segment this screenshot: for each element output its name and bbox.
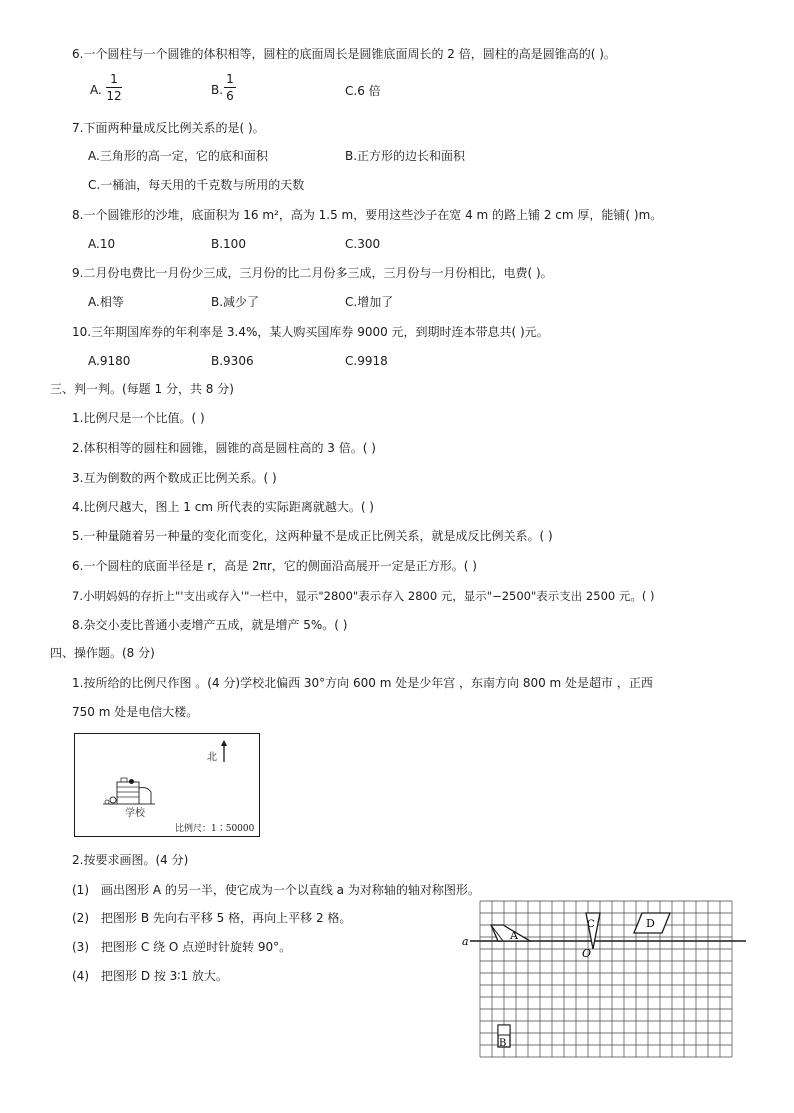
q8-option-a: A.10 — [88, 237, 116, 251]
judge-item-4: 4.比例尺越大，图上 1 cm 所代表的实际距离就越大。( ) — [72, 500, 374, 514]
q2-item-1-text: 画出图形 A 的另一半，使它成为一个以直线 a 为对称轴的轴对称图形。 — [101, 883, 480, 897]
map-scale-label: 比例尺：1∶50000 — [175, 824, 255, 834]
question-8: 8.一个圆锥形的沙堆，底面积为 16 m²，高为 1.5 m，要用这些沙子在宽 4 m 的路上铺 2 cm 厚，能铺( )m。 — [72, 208, 663, 222]
judge-item-2: 2.体积相等的圆柱和圆锥，圆锥的高是圆柱高的 3 倍。( ) — [72, 441, 376, 455]
shape-b-label: B — [499, 1038, 507, 1049]
question-9: 9.二月份电费比一月份少三成，三月份的比二月份多三成，三月份与一月份相比，电费( )。 — [72, 266, 553, 280]
shape-c-label: C — [587, 919, 595, 930]
judge-item-3: 3.互为倒数的两个数成正比例关系。( ) — [72, 471, 277, 485]
q8-option-c: C.300 — [345, 237, 381, 251]
judge-item-1: 1.比例尺是一个比值。( ) — [72, 411, 205, 425]
q2-item-2-text: 把图形 B 先向右平移 5 格，再向上平移 2 格。 — [101, 911, 352, 925]
question-10: 10.三年期国库券的年利率是 3.4%，某人购买国库券 9000 元，到期时连本带息共( )元。 — [72, 325, 549, 339]
q6-option-c: C.6 倍 — [345, 84, 381, 98]
q6-a-denominator: 12 — [106, 89, 122, 103]
judge-item-5: 5.一种量随着另一种量的变化而变化，这两种量不是成正比例关系，就是成反比例关系。( ) — [72, 529, 553, 543]
judge-item-8: 8.杂交小麦比普通小麦增产五成，就是增产 5%。( ) — [72, 618, 348, 632]
q2-item-1-num: (1) — [72, 883, 89, 897]
shape-d-label: D — [646, 917, 655, 930]
q8-option-b: B.100 — [211, 237, 246, 251]
north-label: 北 — [207, 752, 217, 763]
q9-option-a: A.相等 — [88, 295, 124, 309]
question-7: 7.下面两种量成反比例关系的是( )。 — [72, 121, 265, 135]
q6-option-b-fraction — [224, 72, 236, 103]
school-label: 学校 — [125, 808, 145, 819]
shape-a-label: A — [510, 929, 518, 942]
section-4-heading: 四、操作题。(8 分) — [50, 646, 155, 660]
judge-item-6: 6.一个圆柱的底面半径是 r，高是 2πr，它的侧面沿高展开一定是正方形。( ) — [72, 559, 477, 573]
q10-option-c: C.9918 — [345, 354, 388, 368]
op-question-1-line-2: 750 m 处是电信大楼。 — [72, 705, 199, 719]
point-o-label: O — [582, 947, 592, 960]
op-question-1-line-1: 1.按所给的比例尺作图 。(4 分)学校北偏西 30°方向 600 m 处是少年宫 ，东南方向 800 m 处是超市 ，正西 — [72, 676, 653, 690]
q10-option-b: B.9306 — [211, 354, 254, 368]
q10-option-a: A.9180 — [88, 354, 131, 368]
point-marker — [129, 779, 134, 784]
judge-item-7: 7.小明妈妈的存折上"'支出或存入'"一栏中，显示"2800"表示存入 2800 元，显示"−2500"表示支出 2500 元。( ) — [72, 589, 655, 603]
q7-option-c: C.一桶油，每天用的千克数与所用的天数 — [88, 178, 305, 192]
north-arrow-icon — [219, 740, 229, 764]
map-figure — [74, 733, 260, 837]
q6-b-denominator: 6 — [226, 89, 234, 103]
q6-option-a-fraction — [106, 72, 122, 103]
q2-item-4-num: (4) — [72, 969, 89, 983]
q6-option-a-prefix: A. — [90, 83, 102, 97]
q9-option-c: C.增加了 — [345, 295, 394, 309]
q7-option-a: A.三角形的高一定，它的底和面积 — [88, 149, 268, 163]
q2-item-3-text: 把图形 C 绕 O 点逆时针旋转 90°。 — [101, 940, 292, 954]
q2-item-3-num: (3) — [72, 940, 89, 954]
q6-option-b-prefix: B. — [211, 83, 224, 97]
q6-b-numerator: 1 — [226, 72, 234, 86]
q9-option-b: B.减少了 — [211, 295, 260, 309]
grid-figure — [458, 895, 748, 1060]
axis-label-a: a — [462, 935, 469, 948]
question-6: 6.一个圆柱与一个圆锥的体积相等，圆柱的底面周长是圆锥底面周长的 2 倍，圆柱的高是圆锥高的( )。 — [72, 47, 616, 61]
q2-item-2-num: (2) — [72, 911, 89, 925]
op-question-2-heading: 2.按要求画图。(4 分) — [72, 853, 189, 867]
q6-a-numerator: 1 — [110, 72, 118, 86]
q7-option-b: B.正方形的边长和面积 — [345, 149, 466, 163]
section-3-heading: 三、判一判。(每题 1 分，共 8 分) — [50, 382, 234, 396]
q2-item-4-text: 把图形 D 按 3∶1 放大。 — [101, 969, 228, 983]
